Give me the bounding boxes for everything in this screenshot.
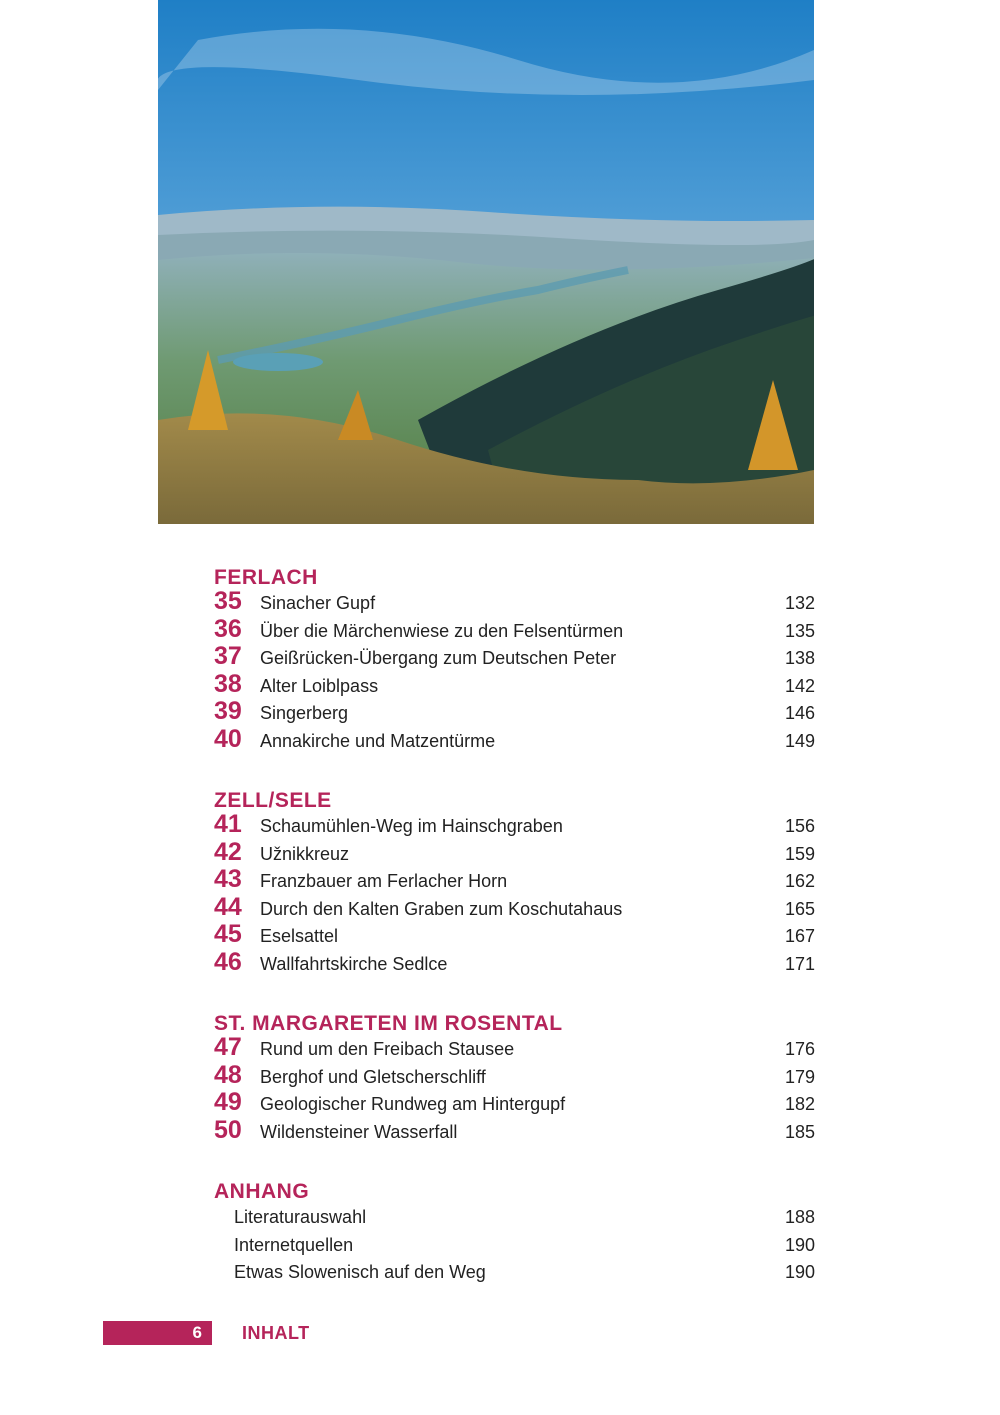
footer-page-number: 6: [192, 1323, 202, 1342]
entry-number: 39: [214, 697, 242, 725]
entry-number: 42: [214, 837, 242, 866]
toc-entry[interactable]: [214, 697, 815, 728]
section-title: FERLACH: [214, 566, 318, 589]
toc-entry[interactable]: [214, 724, 815, 756]
entry-title: Internetquellen: [234, 1234, 354, 1255]
entry-title: Über die Märchenwiese zu den Felsentürmen: [260, 620, 624, 641]
entry-page: 182: [784, 1094, 815, 1114]
entry-number: 50: [214, 1115, 242, 1144]
toc-entry[interactable]: [214, 1232, 815, 1260]
entry-page: 149: [784, 730, 815, 751]
toc-entry[interactable]: [214, 920, 815, 951]
toc-entry[interactable]: [214, 1115, 815, 1147]
toc-entry[interactable]: [214, 669, 815, 701]
entry-number: 38: [214, 669, 242, 698]
entry-page: 171: [784, 953, 815, 974]
entry-number: 48: [214, 1060, 242, 1089]
toc-entry[interactable]: [214, 642, 815, 673]
entry-title: Wallfahrtskirche Sedlce: [260, 953, 448, 974]
entry-page: 167: [784, 926, 815, 946]
footer-label: INHALT: [242, 1323, 310, 1343]
entry-title: Schaumühlen-Weg im Hainschgraben: [260, 816, 563, 836]
entry-page: 162: [784, 871, 815, 891]
toc-entry[interactable]: [214, 1088, 815, 1119]
table-of-contents: [214, 566, 815, 1321]
toc-section-anhang: [214, 1180, 815, 1287]
entry-title: Wildensteiner Wasserfall: [260, 1121, 458, 1142]
entry-number: 37: [214, 642, 242, 670]
entry-number: 40: [214, 724, 242, 753]
entry-title: Durch den Kalten Graben zum Koschutahaus: [260, 898, 623, 919]
entry-page: 132: [784, 593, 815, 613]
entry-page: 142: [784, 675, 815, 696]
entry-title: Alter Loiblpass: [260, 675, 379, 696]
entry-page: 156: [784, 816, 815, 836]
entry-page: 138: [784, 648, 815, 668]
entry-number: 47: [214, 1033, 242, 1061]
entry-title: Franzbauer am Ferlacher Horn: [260, 871, 508, 891]
toc-entry[interactable]: [214, 614, 815, 646]
toc-entry[interactable]: [214, 865, 815, 896]
toc-entry[interactable]: [214, 947, 815, 979]
entry-title: Etwas Slowenisch auf den Weg: [234, 1262, 486, 1282]
entry-number: 43: [214, 865, 242, 893]
toc-entry[interactable]: [214, 587, 815, 618]
entry-title: Sinacher Gupf: [260, 593, 376, 613]
entry-number: 46: [214, 947, 242, 976]
footer-page-bar: [103, 1321, 212, 1345]
entry-number: 36: [214, 614, 242, 643]
entry-number: 41: [214, 810, 242, 838]
entry-title: Rund um den Freibach Stausee: [260, 1039, 515, 1059]
toc-entry[interactable]: [214, 810, 815, 841]
entry-title: Annakirche und Matzentürme: [260, 730, 496, 751]
entry-title: Berghof und Gletscherschliff: [260, 1066, 486, 1087]
entry-title: Eselsattel: [260, 926, 339, 946]
toc-entry[interactable]: [214, 892, 815, 924]
entry-number: 35: [214, 587, 242, 615]
toc-entry[interactable]: [214, 1060, 815, 1092]
entry-number: 49: [214, 1088, 242, 1116]
section-title: ANHANG: [214, 1180, 310, 1203]
entry-page: 190: [784, 1262, 815, 1282]
entry-title: Geologischer Rundweg am Hintergupf: [260, 1094, 566, 1114]
entry-title: Singerberg: [260, 703, 349, 723]
entry-title: Literaturauswahl: [234, 1207, 367, 1227]
section-title: ST. MARGARETEN IM ROSENTAL: [214, 1012, 563, 1035]
entry-page: 159: [784, 843, 815, 864]
entry-page: 188: [784, 1207, 815, 1227]
entry-page: 190: [784, 1234, 815, 1255]
entry-page: 185: [784, 1121, 815, 1142]
section-title: ZELL/SELE: [214, 789, 332, 812]
toc-section-st-margareten: [214, 1012, 815, 1146]
toc-section-zell-sele: [214, 789, 815, 978]
entry-title: Užnikkreuz: [260, 843, 350, 864]
entry-number: 44: [214, 892, 242, 921]
entry-page: 176: [784, 1039, 815, 1059]
entry-page: 135: [784, 620, 815, 641]
entry-page: 146: [784, 703, 815, 723]
entry-number: 45: [214, 920, 242, 948]
toc-entry[interactable]: [214, 1204, 815, 1232]
landscape-photo: [158, 0, 814, 524]
toc-entry[interactable]: [214, 1033, 815, 1064]
entry-page: 165: [784, 898, 815, 919]
toc-entry[interactable]: [214, 1259, 815, 1287]
entry-page: 179: [784, 1066, 815, 1087]
toc-section-ferlach: [214, 566, 815, 755]
toc-entry[interactable]: [214, 837, 815, 869]
entry-title: Geißrücken-Übergang zum Deutschen Peter: [260, 648, 617, 668]
landscape-illustration: [158, 0, 814, 524]
